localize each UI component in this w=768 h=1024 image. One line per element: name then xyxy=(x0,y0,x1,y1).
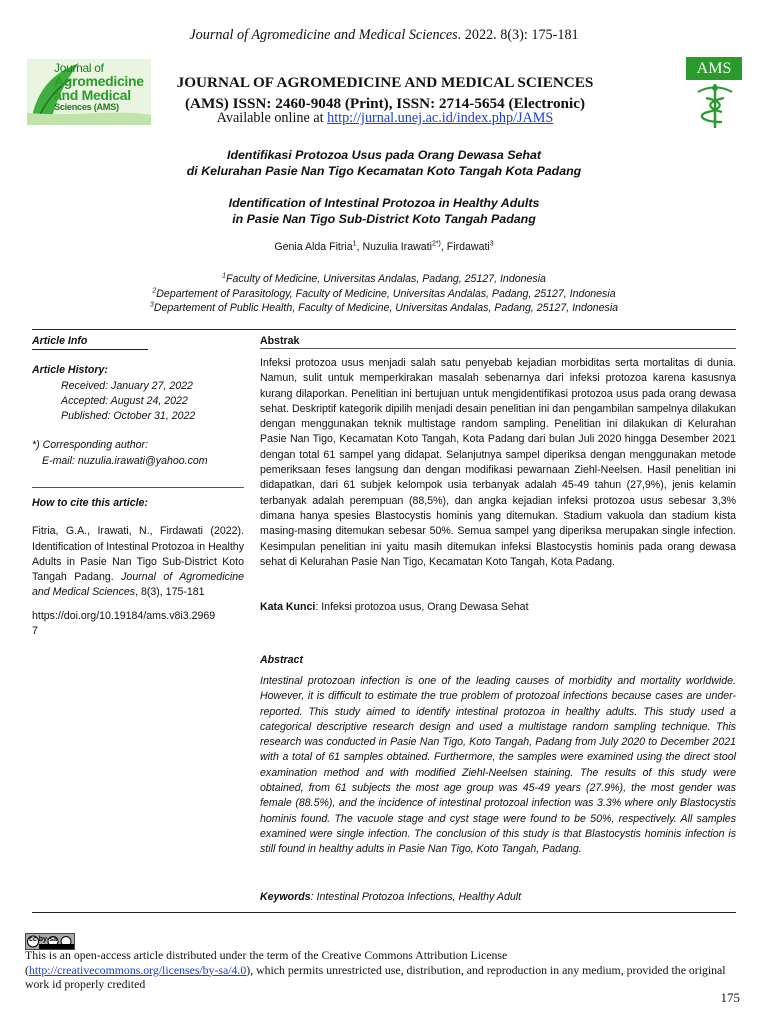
abstrak-divider xyxy=(260,348,736,349)
accepted-date: Accepted: August 24, 2022 xyxy=(61,394,188,407)
affiliation-2-text: Departement of Parasitology, Faculty of Medicine, Universitas Andalas, Padang, 25127, Indonesia xyxy=(156,287,616,300)
running-head xyxy=(0,27,768,44)
journal-header xyxy=(150,72,620,114)
keywords-label: Keywords xyxy=(260,891,311,903)
logo-line3: and Medical xyxy=(54,87,131,103)
cc-license-link[interactable]: http://creativecommons.org/licenses/by-sa/4.0 xyxy=(28,962,247,977)
logo-line4: Sciences (AMS) xyxy=(54,102,119,112)
abstract-body: Intestinal protozoan infection is one of the leading causes of morbidity and mortality worldwide. However, it is difficult to estimate the true problem of protozoal infections because cases are under-reported. This study aimed to identify intestinal protozoa in healthy adults. This study used a categorical descriptive research design and used a multistage random sampling technique. This research was conducted in Pasie Nan Tigo, Koto Tangah, Padang from July 2020 to December 2021 with a total of 61 samples obtained. Furthermore, the samples were examined using the direct stool examination method and with modified Ziehl-Neelsen staining. The results of this study were obtained, from 61 subjects the most age group was 45-49 years (27.9%), the most gender was female (88.5%), and the incidence of intestinal protozoal infection was 3.3% where only Blastocystis hominis found. The vacuole stage and cyst stage were found to be 50%, respectively. All samples examined were single infection. The conclusion of this study is that Blastocystis hominis infection is still found in healthy adults in Pasie Nan Tigo, Koto Tangah, Padang. xyxy=(260,675,736,856)
cite-authors: Fitria, G.A., Irawati, N., Firdawati (2022). Identification of Intestinal Protozoa in Healthy Adults in Pasie Nan Tigo Sub-District Koto Tangah Padang. xyxy=(32,525,244,584)
author-sep-2: , xyxy=(440,241,447,253)
footer-divider xyxy=(32,912,736,913)
abstrak-heading: Abstrak xyxy=(260,335,300,347)
article-info-column xyxy=(32,334,244,469)
published-date: Published: October 31, 2022 xyxy=(61,410,196,423)
running-head-journal: Journal of Agromedicine and Medical Sciences xyxy=(189,27,458,43)
affiliation-1-sup: 1 xyxy=(222,272,226,280)
author-2-sup: 2*) xyxy=(431,240,441,248)
title-en-line2: in Pasie Nan Tigo Sub-District Koto Tangah Padang xyxy=(232,212,536,226)
affiliation-2-sup: 2 xyxy=(152,286,157,294)
doi-link[interactable] xyxy=(32,609,244,640)
license-paren: ( xyxy=(25,962,29,977)
cite-heading: How to cite this article: xyxy=(32,497,148,509)
ams-badge: AMS xyxy=(686,57,742,80)
corresponding-author-label: *) Corresponding author: xyxy=(32,439,149,452)
title-id-line1: Identifikasi Protozoa Usus pada Orang Dewasa Sehat xyxy=(227,148,541,162)
kata-kunci-values: : Infeksi protozoa usus, Orang Dewasa Sehat xyxy=(315,601,529,613)
caduceus-icon xyxy=(688,82,742,130)
article-history-heading: Article History: xyxy=(32,364,108,377)
keywords-values: : Intestinal Protozoa Infections, Healthy Adult xyxy=(310,891,522,903)
abstract-heading: Abstract xyxy=(260,654,303,666)
license-text xyxy=(25,948,745,992)
journal-title-line2: (AMS) ISSN: 2460-9048 (Print), ISSN: 2714-5654 (Electronic) xyxy=(184,95,586,112)
cite-text xyxy=(32,524,244,600)
cc-badge-text: cc by-sa xyxy=(29,936,58,943)
license-rest: ), which permits unrestricted use, distribution, and reproduction in any medium, provided the original work id properly credited xyxy=(25,962,726,991)
logo-text xyxy=(54,63,150,113)
cite-volume: , 8(3), 175-181 xyxy=(135,586,205,599)
abstrak-body: Infeksi protozoa usus menjadi salah satu penyebab kejadian morbiditas serta mortalitas di dunia. Namun, sulit untuk memperkirakan masalah sebenarnya dari infeksi protozoa karena kasusnya kurang dilaporkan. Penelitian ini bertujuan untuk mengidentifikasi protozoa usus pada orang dewasa sehat. Deskriptif kategorik dipilih menjadi desain penelitian ini dan pengambilan sampelnya dilakukan dengan menggunakan teknik multistage random sampling. Penelitian ini dilakukan di Kelurahan Pasie Nan Tigo, Kecamatan Koto Tangah, Kota Padang dari bulan Juli 2020 hingga Desember 2021 dengan total 61 sampel yang didapat. Selanjutnya sampel diperiksa dengan menggunakan metode pemeriksaan feses langsung dan dengan modifikasi pewarnaan Ziehl-Neelsen. Hasil penelitian ini didapatkan, dari 61 subjek kelompok usia terbanyak adalah 45-49 tahun (27,9%), jenis kelamin terbanyak adalah perempuan (88,5%), dan angka kejadian infeksi protozoa usus sebesar 3,3% dimana hanya spesies Blastocystis hominis yang ditemukan. Stadium vakuola dan stadium kista masing-masing ditemukan sebesar 50%. Semua sampel yang diperiksa merupakan single infection. Kesimpulan penelitian ini yaitu masih ditemukan infeksi Blastocystis hominis pada orang dewasa sehat di Kelurahan Pasie Nan Tigo, Kecamatan Koto Tangah, Kota Padang. xyxy=(260,357,736,568)
journal-title-line1: JOURNAL OF AGROMEDICINE AND MEDICAL SCIENCES xyxy=(176,74,594,91)
corresponding-email: E-mail: nuzulia.irawati@yahoo.com xyxy=(42,454,208,467)
journal-logo xyxy=(27,59,151,125)
logo-line1: Journal of xyxy=(54,61,104,75)
title-id-line2: di Kelurahan Pasie Nan Tigo Kecamatan Koto Tangah Kota Padang xyxy=(186,164,582,178)
author-1: Genia Alda Fitria xyxy=(274,241,353,253)
affiliation-1 xyxy=(60,272,708,287)
citation-block xyxy=(32,496,244,639)
abstrak-section xyxy=(260,334,736,349)
availability-line xyxy=(150,110,620,127)
affiliation-3-sup: 3 xyxy=(149,301,154,309)
available-prefix: Available online at xyxy=(216,110,328,126)
doi-line1: https://doi.org/10.19184/ams.v8i3.2969 xyxy=(32,609,216,622)
journal-url-link[interactable]: http://jurnal.unej.ac.id/index.php/JAMS xyxy=(327,110,554,126)
affiliation-3 xyxy=(60,301,708,316)
author-3-sup: 3 xyxy=(489,240,494,248)
cite-journal: Journal of Agromedicine and Medical Sciences xyxy=(32,571,244,599)
article-info-divider xyxy=(32,487,244,488)
affiliation-1-text: Faculty of Medicine, Universitas Andalas, Padang, 25127, Indonesia xyxy=(225,273,546,285)
license-line2 xyxy=(25,963,745,992)
abstrak-keywords xyxy=(260,600,736,615)
affiliation-3-text: Departement of Public Health, Faculty of Medicine, Universitas Andalas, Padang, 25127, Indonesia xyxy=(153,302,619,314)
affiliation-2 xyxy=(60,287,708,302)
author-2: Nuzulia Irawati xyxy=(362,241,432,253)
author-list xyxy=(60,241,708,253)
abstract-section xyxy=(260,653,736,668)
title-en-line1: Identification of Intestinal Protozoa in Healthy Adults xyxy=(228,196,540,210)
affiliations xyxy=(60,272,708,316)
logo-line2: Agromedicine xyxy=(54,73,144,89)
kata-kunci-label: Kata Kunci xyxy=(260,601,316,613)
received-date: Received: January 27, 2022 xyxy=(61,379,193,392)
article-info-heading: Article Info xyxy=(32,334,148,350)
author-1-sup: 1 xyxy=(352,240,357,248)
abstract-keywords xyxy=(260,890,736,905)
doi-line2: 7 xyxy=(32,625,38,638)
title-indonesian xyxy=(60,147,708,179)
author-3: Firdawati xyxy=(446,241,490,253)
page-number: 175 xyxy=(720,990,740,1005)
running-head-citation: . 2022. 8(3): 175-181 xyxy=(457,27,579,43)
author-sep-1: , xyxy=(356,241,363,253)
header-divider xyxy=(32,329,736,330)
title-english xyxy=(60,195,708,227)
license-line1: This is an open-access article distributed under the term of the Creative Commons Attribution License xyxy=(25,948,508,962)
